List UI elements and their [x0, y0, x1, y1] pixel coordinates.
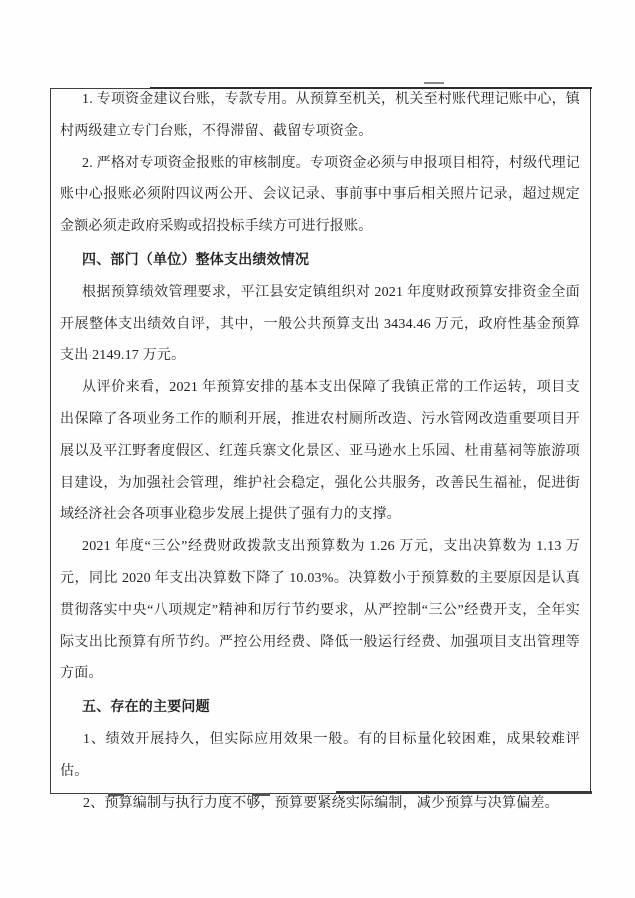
paragraph-three-public-expenses: 2021 年度“三公”经费财政拨款支出预算数为 1.26 万元，支出决算数为 1.13 万元，同比 2020 年支出决算数下降了 10.03%。决算数小于预算数的主要原因是认真贯彻落实中央“八项规定”精神和厉行节约要求，从严控制“三公”经费开支，全年实际支出比预算有所节约。严控公用经费、降低一般运行经费、加强项目支出管理等方面。 [60, 539, 580, 682]
scan-artifact-top-border-overlap [150, 87, 592, 90]
report-table-cell [50, 88, 591, 811]
paragraph-budget-self-evaluation: 根据预算绩效管理要求，平江县安定镇组织对 2021 年度财政预算安排资金全面开展整体支出绩效自评，其中，一般公共预算支出 3434.46 万元，政府性基金预算支出 2149.17 万元。 [60, 284, 580, 364]
problem-item-2: 2、预算编制与执行力度不够，预算要紧绕实际编制，减少预算与决算偏差。 [83, 795, 559, 811]
section-heading-main-problems: 五、存在的主要问题 [82, 700, 210, 716]
scan-artifact-bottom-tick-1 [108, 793, 124, 796]
scan-artifact-top-smudge [424, 82, 444, 84]
problem-item-1: 1、绩效开展持久，但实际应用效果一般。有的目标量化较困难，成果较难评估。 [60, 731, 580, 779]
paragraph-special-funds-audit: 2. 严格对专项资金报账的审核制度。专项资金必须与申报项目相符，村级代理记账中心报账必须附四议两公开、会议记录、事前事中事后相关照片记录，超过规定金额必须走政府采购或招投标手续方可进行报账。 [60, 155, 580, 235]
paragraph-evaluation-results: 从评价来看，2021 年预算安排的基本支出保障了我镇正常的工作运转，项目支出保障了各项业务工作的顺利开展，推进农村厕所改造、污水管网改造重要项目开展以及平江野奢度假区、红莲兵寨文化景区、亚马逊水上乐园、杜甫墓祠等旅游项目建设，为加强社会管理，维护社会稳定，强化公共服务，改善民生福祉，促进街域经济社会各项事业稳步发展上提供了强有力的支撑。 [60, 380, 580, 523]
paragraph-special-funds-ledger: 1. 专项资金建议台账，专款专用。从预算至机关，机关至村账代理记账中心，镇村两级建立专门台账，不得滞留、截留专项资金。 [60, 92, 580, 139]
scan-artifact-bottom-tick-2 [252, 793, 270, 796]
section-heading-overall-expenditure-performance: 四、部门（单位）整体支出绩效情况 [82, 252, 310, 268]
scan-artifact-bottom-border-overlap [336, 791, 592, 794]
